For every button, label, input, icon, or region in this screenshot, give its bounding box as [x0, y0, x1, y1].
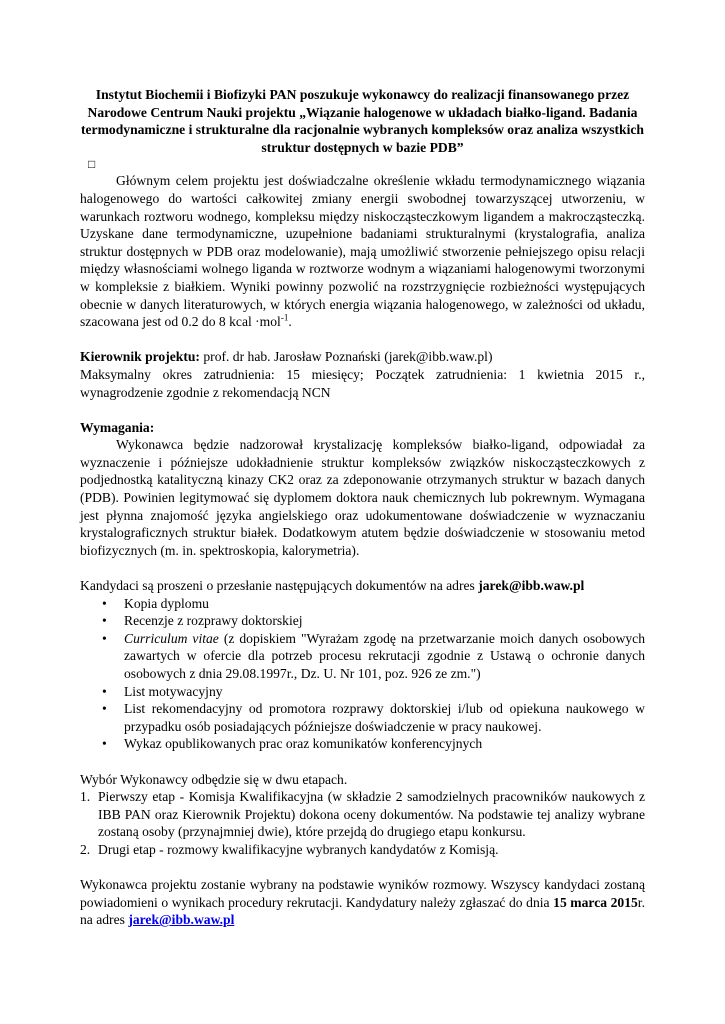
- bullet-icon: •: [102, 630, 107, 646]
- list-item: • Kopia dyplomu: [102, 595, 209, 611]
- closing-after-deadline: r. na adres: [80, 894, 645, 928]
- requirements-text: Wykonawca będzie nadzorował krystalizację kompleksów białko-ligand, odpowiadał za wyznaczenie i późniejsze udokładnienie struktur kompleksów związków niskocząsteczkowych z podjednostką katalityczną kinazy CK2 oraz za zdeponowanie otrzymanych struktur w bazach danych (PDB). Powinien legitymować się dyplomem doktora nauk chemicznych lub pokrewnym. Wymagana jest płynna znajomość języka angielskiego oraz udokumentowane doświadczenie w wyznaczaniu krystalograficznych struktur białek. Dodatkowym atutem będzie doświadczenie w stosowaniu metod biofizycznych (m. in. spektroskopia, kalorymetria).: [80, 437, 645, 558]
- list-item: • List rekomendacyjny od promotora rozprawy doktorskiej i/lub od opiekuna naukowego w przypadku osób posiadających późniejsze doświadczenie w pracy naukowej.: [102, 701, 645, 734]
- project-description-end: .: [288, 314, 292, 330]
- selection-stages: [80, 788, 645, 858]
- bullet-icon: •: [102, 595, 107, 611]
- closing-text: Wykonawca projektu zostanie wybrany na podstawie wyników rozmowy. Wszyscy kandydaci zostaną powiadomieni o wynikach procedury rekrutacji. Kandydatury należy zgłaszać do dnia: [80, 877, 645, 910]
- documents-list: [80, 595, 645, 753]
- list-item: 1. Pierwszy etap - Komisja Kwalifikacyjna (w składzie 2 samodzielnych pracowników naukowych z IBB PAN oraz Kierownik Projektu) dokona oceny dokumentów. Na podstawie tej analizy wybrane zostaną osoby (przynajmniej dwie), które przejdą do drugiego etapu konkursu.: [80, 789, 645, 840]
- bullet-icon: •: [102, 736, 107, 752]
- bullet-icon: •: [102, 613, 107, 629]
- documents-intro-text: Kandydaci są proszeni o przesłanie następujących dokumentów na adres: [80, 578, 479, 594]
- contact-email-link[interactable]: jarek@ibb.waw.pl: [128, 912, 235, 928]
- project-manager-value: prof. dr hab. Jarosław Poznański (jarek@ibb.waw.pl): [199, 349, 493, 365]
- list-item: • Recenzje z rozprawy doktorskiej: [102, 613, 303, 629]
- deadline-date: 15 marca 2015: [553, 894, 638, 910]
- list-item: • Wykaz opublikowanych prac oraz komunikatów konferencyjnych: [102, 736, 483, 752]
- closing-paragraph: [80, 876, 645, 929]
- bullet-icon: •: [102, 701, 107, 717]
- bullet-icon: •: [102, 683, 107, 699]
- selection-intro: Wybór Wykonawcy odbędzie się w dwu etapach.: [80, 771, 348, 787]
- unit-superscript: -1: [280, 312, 289, 323]
- missing-glyph-icon: □: [88, 157, 96, 172]
- project-description: [80, 172, 645, 330]
- stage-number: 2.: [80, 841, 91, 857]
- project-description-text: Głównym celem projektu jest doświadczalne określenie wkładu termodynamicznego wiązania halogenowego do wartości całkowitej zmiany energii swobodnej towarzyszącej utworzeniu, w warunkach roztworu wodnego, kompleksu między niskocząsteczkowym ligandem a makrocząsteczką. Uzyskane dane termodynamiczne, uzupełnione badaniami strukturalnymi (krystalografia, analiza struktur dostępnych w PDB oraz modelowanie), mają umożliwić stworzenie pełniejszego opisu relacji między własnościami wolnego liganda w roztworze wodnym a wiązaniami halogenowymi tworzonymi w kompleksie z białkiem. Wyniki powinny pozwolić na rozstrzygnięcie rozbieżności występujących obecnie w danych literaturowych, w których energia wiązania halogenowego, w zależności od układu, szacowana jest od 0.2 do 8 kcal ·mol: [80, 173, 645, 330]
- project-manager-label: Kierownik projektu:: [80, 349, 200, 365]
- project-manager: [80, 348, 645, 366]
- list-item: • Curriculum vitae (z dopiskiem "Wyrażam zgodę na przetwarzanie moich danych osobowych zawartych w ofercie dla potrzeb procesu rekrutacji zgodnie z Ustawą o ochronie danych osobowych z dnia 29.08.1997r., Dz. U. Nr 101, poz. 926 ze zm."): [102, 630, 646, 681]
- documents-email: jarek@ibb.waw.pl: [478, 578, 585, 594]
- cv-label: Curriculum vitae: [124, 630, 219, 646]
- list-item: • List motywacyjny: [102, 683, 223, 699]
- stage-number: 1.: [80, 789, 91, 805]
- requirements-heading: Wymagania:: [80, 419, 155, 435]
- page-title: Instytut Biochemii i Biofizyki PAN poszukuje wykonawcy do realizacji finansowanego przez Narodowe Centrum Nauki projektu „Wiązanie halogenowe w układach białko-ligand. Badania termodynamiczne i strukturalne dla racjonalnie wybranych kompleksów oraz analiza wszystkich struktur dostępnych w bazie PDB”: [81, 87, 644, 155]
- documents-intro: [80, 577, 645, 595]
- list-item: 2. Drugi etap - rozmowy kwalifikacyjne wybranych kandydatów z Komisją.: [80, 841, 499, 857]
- employment-info: Maksymalny okres zatrudnienia: 15 miesięcy; Początek zatrudnienia: 1 kwietnia 2015 r., wynagrodzenie zgodnie z rekomendacją NCN: [80, 366, 645, 400]
